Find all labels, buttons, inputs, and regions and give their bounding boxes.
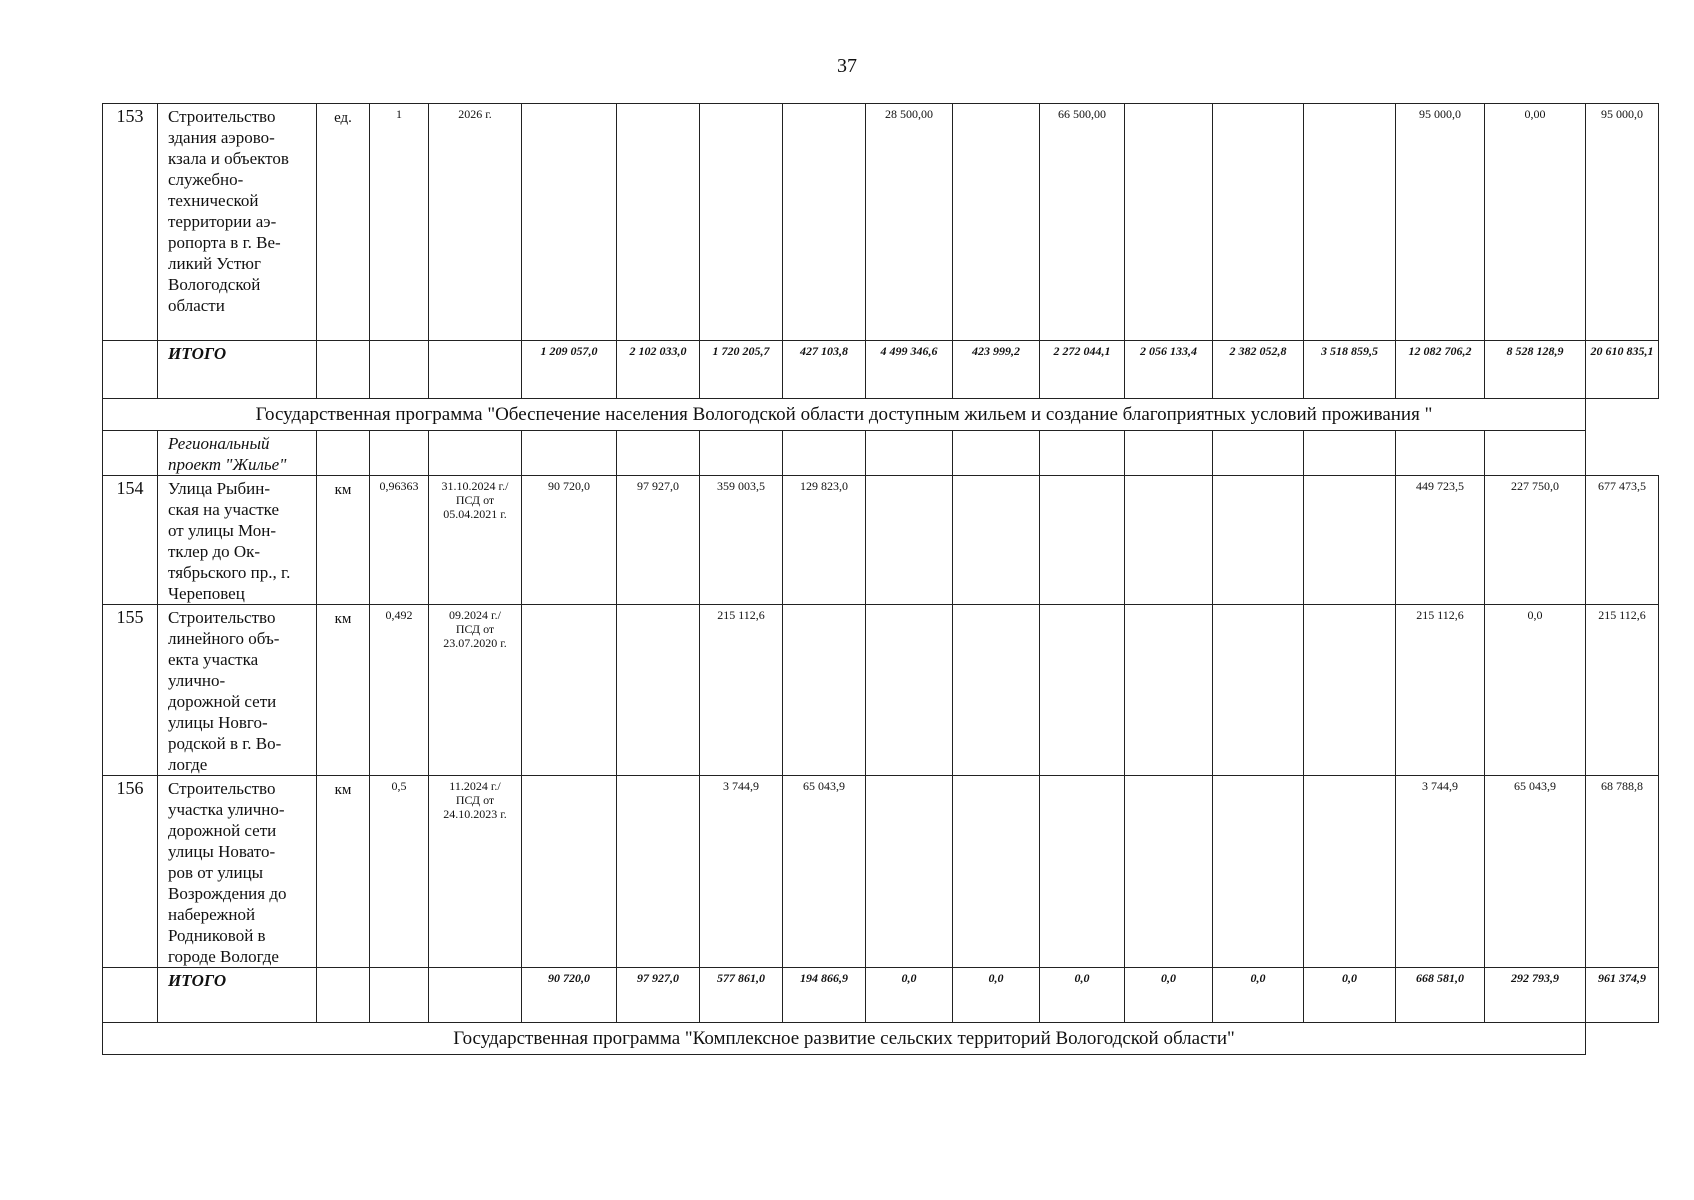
value-cell [1304,476,1396,605]
total-value: 423 999,2 [953,341,1040,399]
name-line: городе Вологде [168,947,279,966]
value-cell: 65 043,9 [783,776,866,968]
total-value: 292 793,9 [1485,968,1586,1023]
unit-cell: км [317,605,370,776]
quantity-cell [370,968,429,1023]
value-cell: 677 473,5 [1586,476,1659,605]
total-value: 0,0 [1213,968,1304,1023]
date-line: 11.2024 г./ [449,779,501,793]
name-line: Родниковой в [168,926,266,945]
total-value: 2 382 052,8 [1213,341,1304,399]
program-header-row [103,1023,1659,1055]
row-number [103,968,158,1023]
program-title: Государственная программа "Комплексное развитие сельских территорий Вологодской области" [103,1023,1586,1055]
value-cell: 3 744,9 [700,776,783,968]
total-value: 0,0 [866,968,953,1023]
value-cell [1213,776,1304,968]
name-line: Строительство [168,779,276,798]
total-label: ИТОГО [158,341,317,399]
value-cell [1125,476,1213,605]
value-cell [522,104,617,341]
total-value: 1 209 057,0 [522,341,617,399]
date-cell [429,476,522,605]
value-cell [1213,605,1304,776]
value-cell: 0,0 [1485,605,1586,776]
table-row-153 [103,104,1659,341]
name-line: ропорта в г. Ве- [168,233,281,252]
unit-cell [317,968,370,1023]
table-row-total [103,968,1659,1023]
unit-cell: км [317,476,370,605]
name-line: Региональный [168,434,270,453]
date-line: 23.07.2020 г. [443,636,507,650]
value-cell [1304,104,1396,341]
name-line: тябрьского пр., г. [168,563,291,582]
page-number: 37 [837,55,857,77]
date-cell [429,776,522,968]
program-header-row [103,399,1659,431]
row-number: 155 [103,605,158,776]
row-number [103,341,158,399]
name-line: тклер до Ок- [168,542,261,561]
value-cell [866,776,953,968]
total-value: 3 518 859,5 [1304,341,1396,399]
total-value: 1 720 205,7 [700,341,783,399]
total-value: 97 927,0 [617,968,700,1023]
value-cell [522,605,617,776]
value-cell: 90 720,0 [522,476,617,605]
row-number: 153 [103,104,158,341]
unit-cell: ед. [317,104,370,341]
total-value: 12 082 706,2 [1396,341,1485,399]
total-value: 577 861,0 [700,968,783,1023]
regional-project-row [103,431,1659,476]
regional-project-name [158,431,317,476]
object-name [158,476,317,605]
value-cell: 97 927,0 [617,476,700,605]
date-cell: 2026 г. [429,104,522,341]
value-cell [617,104,700,341]
table-row-total [103,341,1659,399]
name-line: Возрождения до [168,884,287,903]
name-line: улично- [168,671,226,690]
unit-cell: км [317,776,370,968]
value-cell: 227 750,0 [1485,476,1586,605]
name-line: Строительство [168,107,276,126]
name-line: служебно- [168,170,244,189]
name-line: екта участка [168,650,259,669]
total-value: 0,0 [1040,968,1125,1023]
value-cell: 65 043,9 [1485,776,1586,968]
name-line: ликий Устюг [168,254,261,273]
total-value: 8 528 128,9 [1485,341,1586,399]
value-cell [617,605,700,776]
value-cell [783,605,866,776]
name-line: Череповец [168,584,245,603]
value-cell: 95 000,0 [1586,104,1659,341]
value-cell [866,476,953,605]
total-value: 194 866,9 [783,968,866,1023]
value-cell: 359 003,5 [700,476,783,605]
name-line: Улица Рыбин- [168,479,270,498]
total-value: 0,0 [953,968,1040,1023]
quantity-cell: 1 [370,104,429,341]
date-cell [429,968,522,1023]
value-cell [1304,776,1396,968]
value-cell [953,605,1040,776]
value-cell [1125,605,1213,776]
name-line: кзала и объектов [168,149,289,168]
name-line: Строительство [168,608,276,627]
value-cell [1040,476,1125,605]
object-name [158,104,317,341]
total-value: 4 499 346,6 [866,341,953,399]
date-cell [429,341,522,399]
value-cell: 215 112,6 [1586,605,1659,776]
name-line: области [168,296,225,315]
total-value: 90 720,0 [522,968,617,1023]
date-line: ПСД от [455,793,495,807]
total-value: 961 374,9 [1586,968,1659,1023]
object-name [158,605,317,776]
value-cell [1213,104,1304,341]
name-line: набережной [168,905,256,924]
quantity-cell: 0,492 [370,605,429,776]
total-value: 427 103,8 [783,341,866,399]
total-value: 668 581,0 [1396,968,1485,1023]
value-cell [866,605,953,776]
value-cell [1213,476,1304,605]
name-line: от улицы Мон- [168,521,277,540]
row-number: 154 [103,476,158,605]
name-line: дорожной сети [168,692,277,711]
value-cell [953,476,1040,605]
value-cell: 129 823,0 [783,476,866,605]
total-value: 20 610 835,1 [1586,341,1659,399]
value-cell: 66 500,00 [1040,104,1125,341]
name-line: улицы Новато- [168,842,276,861]
date-line: ПСД от [455,493,495,507]
name-line: территории аэ- [168,212,277,231]
quantity-cell [370,341,429,399]
name-line: логде [168,755,208,774]
name-line: Вологодской [168,275,261,294]
name-line: дорожной сети [168,821,277,840]
value-cell: 68 788,8 [1586,776,1659,968]
date-cell [429,605,522,776]
quantity-cell: 0,5 [370,776,429,968]
date-line: 05.04.2021 г. [443,507,507,521]
total-label: ИТОГО [158,968,317,1023]
name-line: технической [168,191,259,210]
value-cell: 0,00 [1485,104,1586,341]
total-value: 2 272 044,1 [1040,341,1125,399]
name-line: ская на участке [168,500,280,519]
row-number [103,431,158,476]
name-line: родской в г. Во- [168,734,282,753]
value-cell [1304,605,1396,776]
name-line: ров от улицы [168,863,264,882]
table-row-155 [103,605,1659,776]
investment-table [102,103,1659,1055]
value-cell: 28 500,00 [866,104,953,341]
date-line: 31.10.2024 г./ [441,479,509,493]
value-cell [783,104,866,341]
value-cell [1040,605,1125,776]
value-cell [700,104,783,341]
total-value: 0,0 [1304,968,1396,1023]
row-number: 156 [103,776,158,968]
value-cell: 215 112,6 [1396,605,1485,776]
date-line: ПСД от [455,622,495,636]
total-value: 2 102 033,0 [617,341,700,399]
date-line: 24.10.2023 г. [443,807,507,821]
unit-cell [317,341,370,399]
name-line: линейного объ- [168,629,280,648]
value-cell: 95 000,0 [1396,104,1485,341]
table-row-154 [103,476,1659,605]
table-row-156 [103,776,1659,968]
name-line: здания аэрово- [168,128,275,147]
total-value: 0,0 [1125,968,1213,1023]
value-cell: 3 744,9 [1396,776,1485,968]
value-cell [617,776,700,968]
value-cell [1125,776,1213,968]
value-cell: 215 112,6 [700,605,783,776]
value-cell [953,776,1040,968]
program-title: Государственная программа "Обеспечение населения Вологодской области доступным жильем и создание благоприятных условий проживания " [103,399,1586,431]
value-cell [522,776,617,968]
value-cell: 449 723,5 [1396,476,1485,605]
name-line: проект "Жилье" [168,455,287,474]
value-cell [1040,776,1125,968]
value-cell [953,104,1040,341]
value-cell [1125,104,1213,341]
object-name [158,776,317,968]
total-value: 2 056 133,4 [1125,341,1213,399]
date-line: 09.2024 г./ [449,608,501,622]
name-line: участка улично- [168,800,285,819]
quantity-cell: 0,96363 [370,476,429,605]
name-line: улицы Новго- [168,713,268,732]
